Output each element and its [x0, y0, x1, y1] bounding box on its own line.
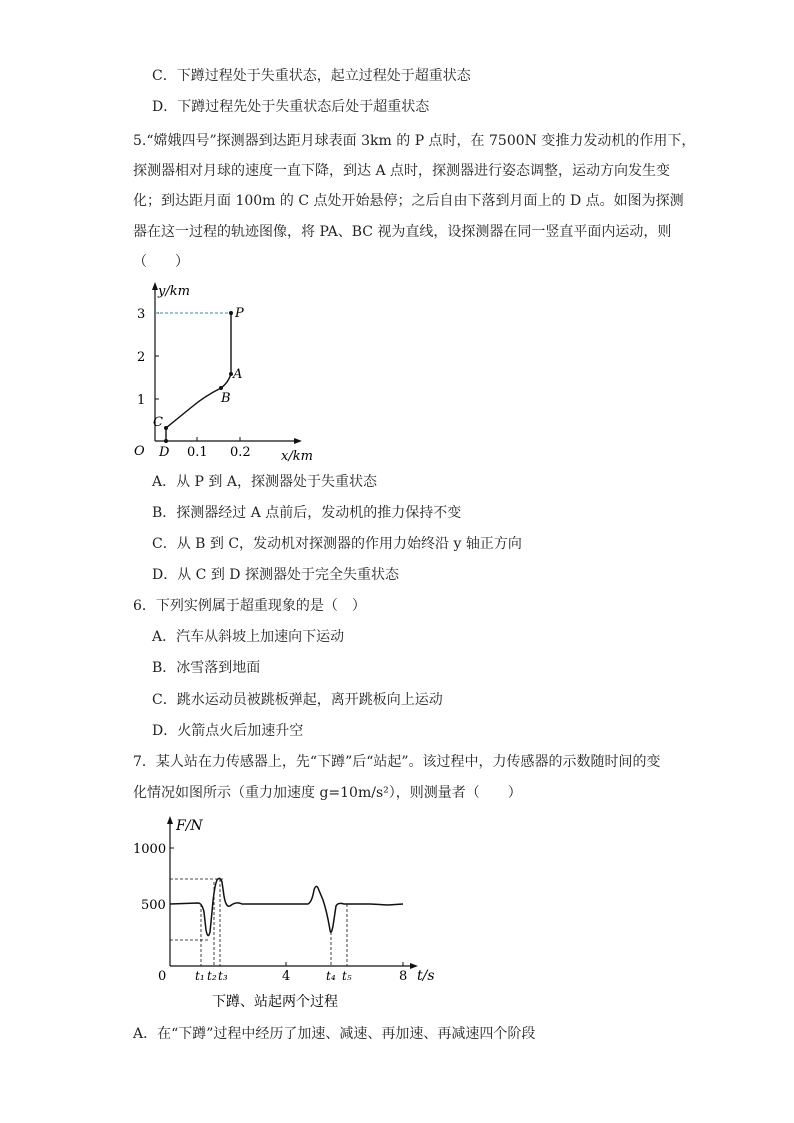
q7-origin-label: 0 [158, 969, 167, 984]
q7-label-t2: t₂ [207, 969, 217, 983]
q7-label-t1: t₁ [195, 969, 205, 983]
q5-x-axis-arrow [294, 438, 302, 444]
q5-label-d: D [159, 445, 170, 460]
q7-label-t4: t₄ [326, 969, 336, 983]
q5-trajectory-path [166, 313, 231, 441]
q5-stem-line-1: 5.“嫦娥四号”探测器到达距月球表面 3km 的 P 点时，在 7500N 变推力发动机的作用下， [133, 133, 696, 149]
q7-y-axis-label: F/N [176, 818, 203, 834]
q7-stem-line-1: 7．某人站在力传感器上，先“下蹲”后“站起”。该过程中，力传感器的示数随时间的变 [133, 754, 661, 770]
q5-stem-line-4: 器在这一过程的轨迹图像，将 PA、BC 视为直线，设探测器在同一竖直平面内运动，则 [133, 224, 672, 240]
q5-answer-paren: （ ） [133, 254, 189, 270]
q5-x-axis-label: x/km [281, 449, 313, 464]
q7-label-t3: t₃ [218, 969, 228, 983]
q5-point-b [219, 386, 223, 390]
q7-option-a: A．在“下蹲”过程中经历了加速、减速、再加速、再减速四个阶段 [133, 1026, 536, 1042]
q5-label-c: C [153, 415, 163, 430]
q7-x-tick-label-4: 4 [282, 969, 291, 984]
q5-y-tick-label-3: 3 [137, 307, 146, 322]
q7-x-tick-label-8: 8 [399, 969, 408, 984]
q5-option-a: A．从 P 到 A，探测器处于失重状态 [152, 474, 377, 490]
q7-force-time-figure [128, 812, 448, 1012]
q5-label-p: P [235, 306, 244, 321]
q6-option-a: A．汽车从斜坡上加速向下运动 [152, 629, 345, 645]
q5-point-c [164, 426, 168, 430]
q7-y-tick-label-1000: 1000 [133, 842, 167, 857]
q7-label-t5: t₅ [342, 969, 352, 983]
q6-stem: 6．下列实例属于超重现象的是（ ） [133, 598, 366, 614]
q5-x-tick-label-01: 0.1 [187, 445, 208, 460]
q5-stem-line-3: 化；到达距月面 100m 的 C 点处开始悬停；之后自由下落到月面上的 D 点。如图为探测 [133, 193, 684, 209]
q5-option-d: D．从 C 到 D 探测器处于完全失重状态 [152, 567, 399, 583]
q6-option-c: C．跳水运动员被跳板弹起，离开跳板向上运动 [152, 692, 443, 708]
q5-label-b: B [221, 391, 231, 406]
q4-option-c: C．下蹲过程处于失重状态，起立过程处于超重状态 [152, 68, 471, 84]
q5-label-a: A [233, 367, 243, 382]
q5-option-b: B．探测器经过 A 点前后，发动机的推力保持不变 [152, 505, 462, 521]
q4-option-d: D．下蹲过程先处于失重状态后处于超重状态 [152, 99, 430, 115]
q5-y-tick-label-2: 2 [137, 350, 146, 365]
q7-stem-line-2: 化情况如图所示（重力加速度 g=10m/s²），则测量者（ ） [133, 785, 522, 801]
q5-option-c: C．从 B 到 C，发动机对探测器的作用力始终沿 y 轴正方向 [152, 536, 522, 552]
q5-y-axis-label: y/km [158, 284, 190, 299]
q5-y-tick-label-1: 1 [137, 393, 146, 408]
q7-x-axis-label: t/s [417, 968, 435, 984]
q6-option-d: D．火箭点火后加速升空 [152, 723, 304, 739]
q7-y-tick-label-500: 500 [141, 898, 166, 913]
q5-point-d [164, 439, 168, 443]
q5-point-p [229, 311, 233, 315]
q5-trajectory-figure [125, 278, 325, 468]
q5-x-tick-label-02: 0.2 [230, 445, 251, 460]
q6-option-b: B．冰雪落到地面 [152, 660, 261, 676]
q5-origin-label: O [134, 444, 145, 459]
q7-force-curve [170, 878, 403, 935]
q7-figure-caption: 下蹲、站起两个过程 [212, 994, 338, 1010]
q5-stem-line-2: 探测器相对月球的速度一直下降，到达 A 点时，探测器进行姿态调整，运动方向发生变 [133, 163, 671, 179]
q7-y-axis-arrow [167, 816, 173, 824]
